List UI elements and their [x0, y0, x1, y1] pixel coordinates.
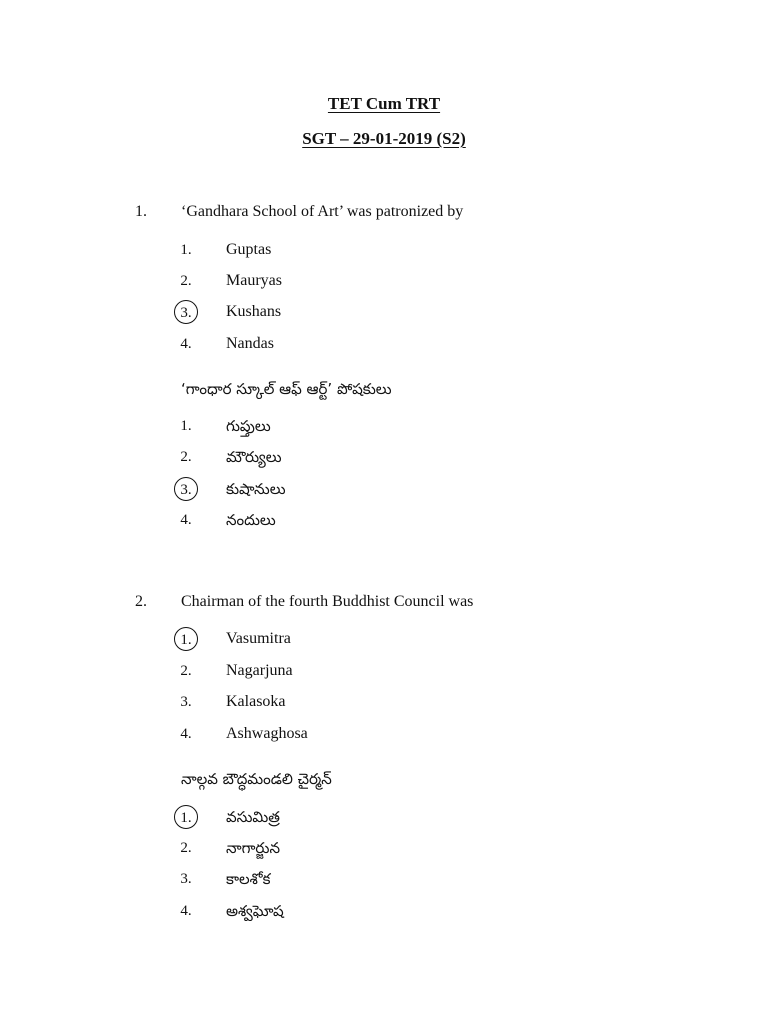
option-item	[174, 690, 474, 714]
option-number: 4.	[180, 512, 192, 528]
option-text: Vasumitra	[226, 630, 291, 647]
question-text-te: ‘గాంధార స్కూల్ ఆఫ్ ఆర్ట్’ పోషకులు	[181, 380, 392, 398]
option-item	[174, 269, 474, 293]
question-text-en: ‘Gandhara School of Art’ was patronized by	[181, 203, 464, 220]
document-title: TET Cum TRT	[327, 94, 441, 113]
option-text: కాలశోక	[226, 870, 271, 888]
option-text: నాగార్జున	[226, 839, 281, 857]
option-item	[174, 836, 474, 860]
option-number: 4.	[180, 903, 192, 919]
option-text: అశ్వఘోష	[226, 902, 284, 920]
option-item	[174, 722, 474, 746]
option-text: Ashwaghosa	[226, 725, 308, 742]
question-number: 1.	[135, 203, 147, 220]
option-item-correct	[174, 627, 474, 651]
document-subtitle: SGT – 29-01-2019 (S2)	[302, 129, 466, 148]
option-text: Nandas	[226, 335, 274, 352]
option-number: 4.	[180, 726, 192, 742]
option-number: 1.	[180, 418, 192, 434]
option-number: 3.	[180, 871, 192, 887]
option-item	[174, 899, 474, 923]
question-number: 2.	[135, 593, 147, 610]
option-item-correct	[174, 477, 474, 501]
option-number: 2.	[180, 273, 192, 289]
option-item	[174, 659, 474, 683]
option-item	[174, 445, 474, 469]
option-number: 4.	[180, 336, 192, 352]
question-text-te: నాల్గవ బౌద్ధమండలి చైర్మన్	[181, 770, 332, 788]
option-number: 2.	[180, 840, 192, 856]
answer-circle-marker: 3.	[174, 300, 198, 324]
option-text: వసుమిత్ర	[226, 808, 280, 826]
option-item	[174, 238, 474, 262]
option-text: Kushans	[226, 303, 282, 320]
option-text: మౌర్యులు	[226, 448, 282, 466]
option-text: నందులు	[226, 511, 276, 529]
option-item	[174, 414, 474, 438]
question-text-en: Chairman of the fourth Buddhist Council was	[181, 593, 474, 610]
option-item	[174, 332, 474, 356]
answer-circle-marker: 3.	[174, 477, 198, 501]
answer-circle-marker: 1.	[174, 805, 198, 829]
option-text: Kalasoka	[226, 693, 286, 710]
option-item	[174, 867, 474, 891]
option-text: Guptas	[226, 241, 272, 258]
option-number: 2.	[180, 449, 192, 465]
option-item-correct	[174, 805, 474, 829]
option-text: Nagarjuna	[226, 662, 293, 679]
option-text: Mauryas	[226, 272, 282, 289]
option-number: 1.	[180, 242, 192, 258]
option-number: 2.	[180, 663, 192, 679]
option-item-correct	[174, 300, 474, 324]
option-text: కుషానులు	[226, 480, 286, 498]
option-text: గుప్తులు	[226, 417, 271, 435]
answer-circle-marker: 1.	[174, 627, 198, 651]
option-item	[174, 508, 474, 532]
option-number: 3.	[180, 694, 192, 710]
